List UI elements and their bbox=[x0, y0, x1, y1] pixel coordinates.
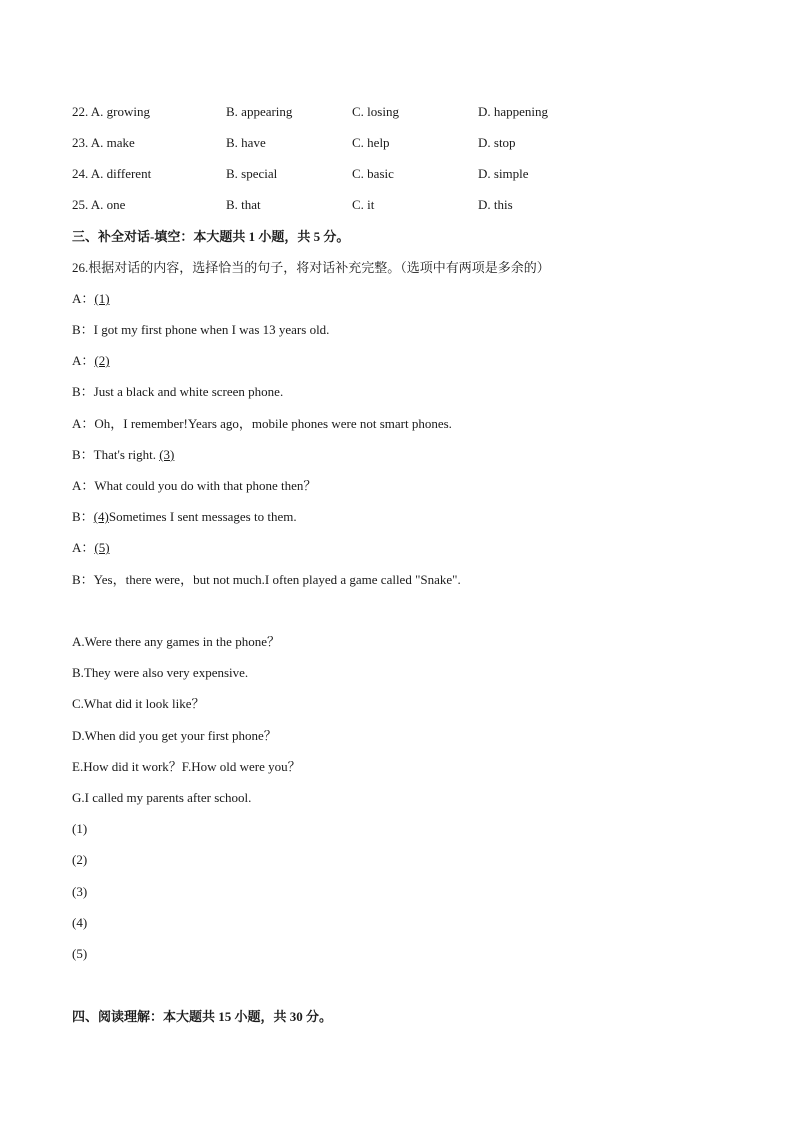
dialogue-text: Sometimes I sent messages to them. bbox=[108, 509, 297, 524]
choice-option-a: A.Were there any games in the phone？ bbox=[72, 634, 280, 649]
q25-option-b: B. that bbox=[226, 197, 261, 212]
speaker: B： bbox=[72, 509, 94, 524]
q24-option-b: B. special bbox=[226, 166, 278, 181]
dialogue-line bbox=[72, 322, 329, 338]
q23-option-c: C. help bbox=[352, 135, 390, 150]
q26-instruction: 26.根据对话的内容，选择恰当的句子，将对话补充完整。（选项中有两项是多余的） bbox=[72, 260, 550, 275]
dialogue-text: What could you do with that phone then？ bbox=[94, 478, 317, 493]
dialogue-line bbox=[72, 540, 110, 556]
dialogue-line bbox=[72, 384, 283, 400]
dialogue-line bbox=[72, 416, 452, 432]
blank-2: (2) bbox=[94, 353, 110, 368]
q22-option-b: B. appearing bbox=[226, 104, 293, 119]
section3-heading: 三、补全对话-填空：本大题共 1 小题，共 5 分。 bbox=[72, 229, 350, 244]
dialogue-line bbox=[72, 478, 316, 494]
q22-option-d: D. happening bbox=[478, 104, 549, 119]
answer-slot-1: (1) bbox=[72, 821, 88, 836]
q24-option-a: 24. A. different bbox=[72, 166, 152, 181]
dialogue-line bbox=[72, 447, 174, 463]
answer-slot-5: (5) bbox=[72, 946, 88, 961]
q25-option-c: C. it bbox=[352, 197, 375, 212]
section4-heading: 四、阅读理解：本大题共 15 小题，共 30 分。 bbox=[72, 1009, 333, 1024]
dialogue-text: Just a black and white screen phone. bbox=[93, 384, 284, 399]
choice-option-b: B.They were also very expensive. bbox=[72, 665, 249, 680]
blank-4: (4) bbox=[93, 509, 109, 524]
speaker: B： bbox=[72, 384, 94, 399]
speaker: B： bbox=[72, 572, 94, 587]
dialogue-text: I got my first phone when I was 13 years old. bbox=[93, 322, 330, 337]
dialogue-line bbox=[72, 353, 110, 369]
q22-option-c: C. losing bbox=[352, 104, 399, 119]
q25-option-a: 25. A. one bbox=[72, 197, 126, 212]
speaker: B： bbox=[72, 447, 94, 462]
blank-5: (5) bbox=[94, 540, 110, 555]
q25-option-d: D. this bbox=[478, 197, 513, 212]
q23-option-d: D. stop bbox=[478, 135, 516, 150]
dialogue-line bbox=[72, 572, 461, 588]
speaker: A： bbox=[72, 540, 95, 555]
dialogue-line bbox=[72, 509, 297, 525]
blank-1: (1) bbox=[94, 291, 110, 306]
dialogue-text: That's right. bbox=[93, 447, 160, 462]
choice-option-e-f: E.How did it work？F.How old were you？ bbox=[72, 759, 301, 774]
speaker: B： bbox=[72, 322, 94, 337]
dialogue-text: Oh，I remember!Years ago，mobile phones were not smart phones. bbox=[94, 416, 452, 431]
q24-option-d: D. simple bbox=[478, 166, 529, 181]
speaker: A： bbox=[72, 416, 95, 431]
speaker: A： bbox=[72, 353, 95, 368]
blank-3: (3) bbox=[159, 447, 175, 462]
choice-option-g: G.I called my parents after school. bbox=[72, 790, 252, 805]
answer-slot-2: (2) bbox=[72, 852, 88, 867]
speaker: A： bbox=[72, 291, 95, 306]
dialogue-line bbox=[72, 291, 110, 307]
q24-option-c: C. basic bbox=[352, 166, 394, 181]
q23-option-a: 23. A. make bbox=[72, 135, 135, 150]
answer-slot-4: (4) bbox=[72, 915, 88, 930]
choice-option-d: D.When did you get your first phone？ bbox=[72, 728, 277, 743]
q23-option-b: B. have bbox=[226, 135, 266, 150]
answer-slot-3: (3) bbox=[72, 884, 88, 899]
speaker: A： bbox=[72, 478, 95, 493]
choice-option-c: C.What did it look like？ bbox=[72, 696, 205, 711]
dialogue-text: Yes，there were，but not much.I often played a game called "Snake". bbox=[93, 572, 461, 587]
q22-option-a: 22. A. growing bbox=[72, 104, 150, 119]
